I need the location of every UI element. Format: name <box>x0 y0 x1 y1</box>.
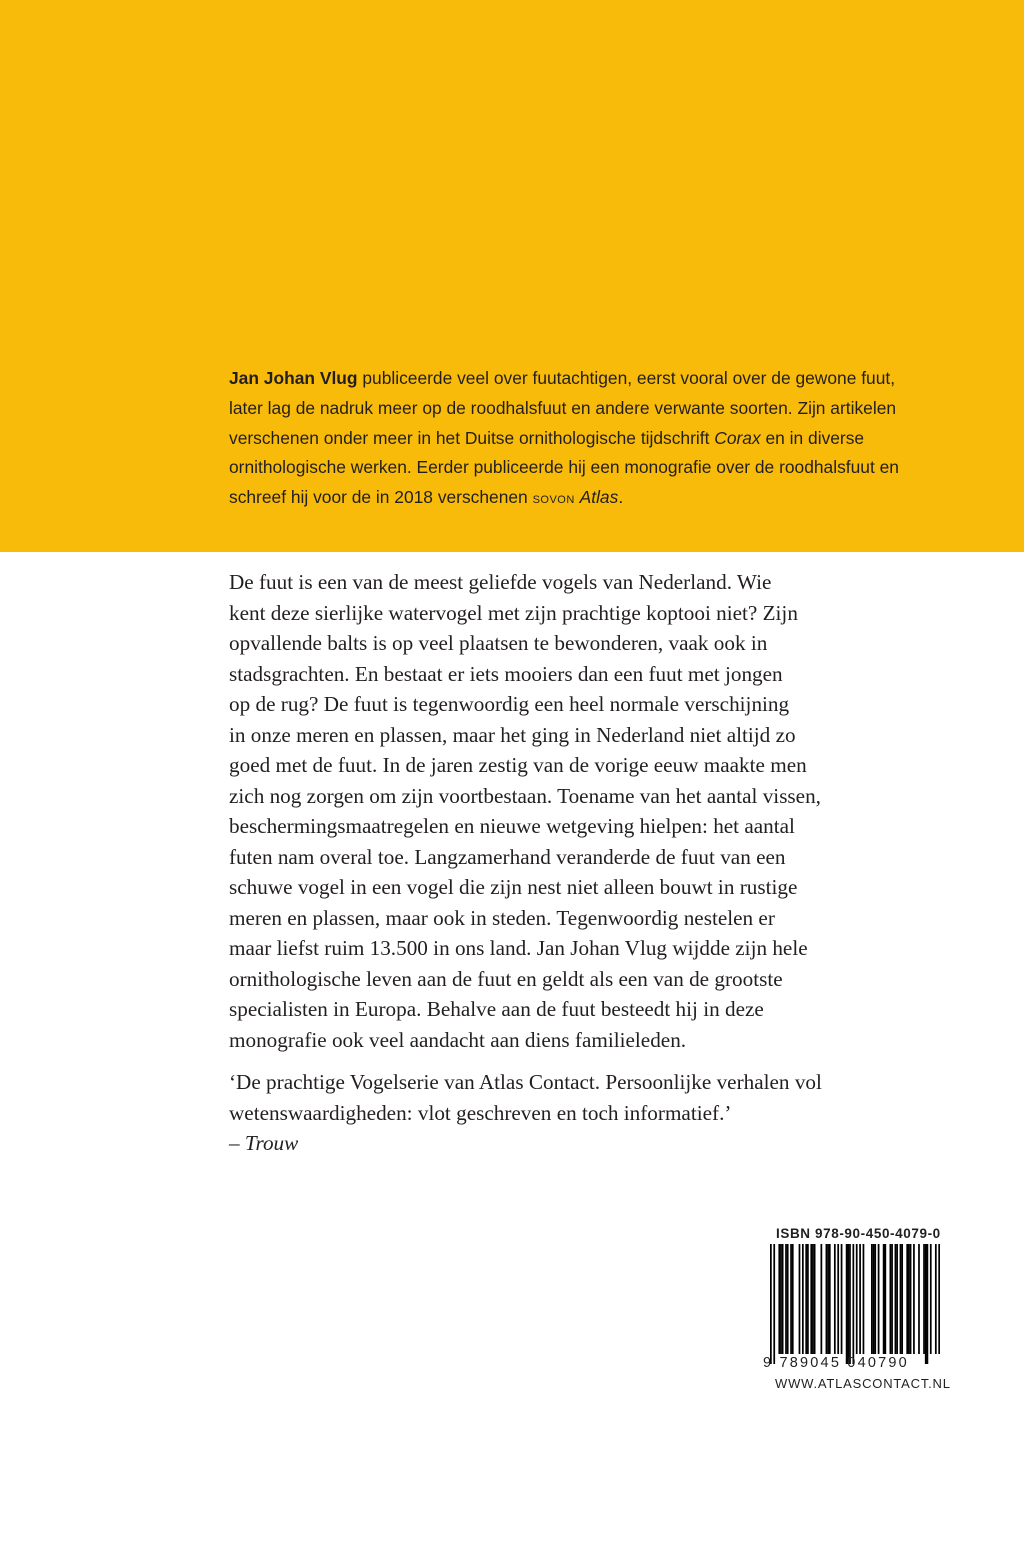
barcode-digits: 9 789045 040790 <box>763 1355 909 1371</box>
barcode-bar <box>841 1244 843 1354</box>
bio-text-1: publiceerde veel over fuutachtigen, eerst vooral over de gewone fuut, later lag de nadruk meer op de roodhalsfuut en andere verwante soorten. Zijn artikelen verschenen onder meer in het Duitse ornithologische tijdschrift <box>229 368 897 448</box>
barcode-bar <box>918 1244 920 1354</box>
author-name: Jan Johan Vlug <box>229 368 358 388</box>
quote-source: – Trouw <box>229 1131 299 1155</box>
barcode-bar <box>834 1244 836 1354</box>
barcode-bar <box>778 1244 780 1354</box>
barcode-bar <box>810 1244 812 1354</box>
barcode-bar <box>846 1244 848 1364</box>
barcode <box>770 1244 940 1364</box>
barcode-bar <box>896 1244 898 1354</box>
barcode-bar <box>863 1244 865 1354</box>
blurb-line: kent deze sierlijke watervogel met zijn prachtige koptooi niet? Zijn <box>229 600 798 625</box>
barcode-bar <box>938 1244 940 1354</box>
barcode-bar <box>906 1244 908 1354</box>
barcode-bar <box>849 1244 851 1364</box>
barcode-bar <box>799 1244 801 1354</box>
barcode-bar <box>787 1244 789 1354</box>
barcode-bar <box>820 1244 822 1354</box>
blurb-line: ornithologische leven aan de fuut en geldt als een van de grootste <box>229 966 783 991</box>
review-quote <box>229 1067 949 1159</box>
blurb-line: beschermingsmaatregelen en nieuwe wetgeving hielpen: het aantal <box>229 814 795 838</box>
barcode-bar <box>812 1244 814 1354</box>
barcode-bar <box>790 1244 792 1354</box>
barcode-bar <box>923 1244 925 1354</box>
barcode-bar <box>873 1244 875 1354</box>
barcode-bar <box>837 1244 839 1354</box>
barcode-bar <box>913 1244 915 1354</box>
barcode-bar <box>884 1244 886 1354</box>
bio-period: . <box>618 487 624 508</box>
barcode-bar <box>814 1244 816 1354</box>
blurb-line: futen nam overal toe. Langzamerhand veranderde de fuut van een <box>229 844 786 869</box>
publisher-website: WWW.ATLASCONTACT.NL <box>775 1376 951 1391</box>
blurb-line: opvallende balts is op veel plaatsen te bewonderen, vaak ook in <box>229 631 768 655</box>
barcode-bar <box>874 1244 876 1354</box>
blurb-line: monografie ook veel aandacht aan diens familieleden. <box>229 1027 687 1052</box>
blurb-line: De fuut is een van de meest geliefde vogels van Nederland. Wie <box>229 570 772 594</box>
barcode-bar <box>908 1244 910 1354</box>
book-blurb <box>229 567 929 1055</box>
barcode-bar <box>910 1244 912 1354</box>
barcode-bar <box>847 1244 849 1364</box>
blurb-line: zich nog zorgen om zijn voortbestaan. Toename van het aantal vissen, <box>229 783 821 808</box>
barcode-bar <box>859 1244 861 1354</box>
blurb-line: maar liefst ruim 13.500 in ons land. Jan Johan Vlug wijdde zijn hele <box>229 936 808 960</box>
barcode-bar <box>891 1244 893 1354</box>
barcode-bar <box>927 1244 929 1364</box>
org-name: sovon <box>532 490 575 508</box>
quote-line-2: wetenswaardigheden: vlot geschreven en toch informatief.’ <box>229 1100 732 1125</box>
barcode-bar <box>871 1244 873 1354</box>
blurb-line: stadsgrachten. En bestaat er iets mooiers dan een fuut met jongen <box>229 661 783 686</box>
author-bio <box>229 364 929 514</box>
barcode-bar <box>826 1244 828 1354</box>
barcode-bar <box>805 1244 807 1354</box>
barcode-bar <box>802 1244 804 1354</box>
journal-name: Corax <box>714 427 761 448</box>
barcode-bar <box>792 1244 794 1354</box>
barcode-bar <box>827 1244 829 1354</box>
blurb-line: schuwe vogel in een vogel die zijn nest niet alleen bouwt in rustige <box>229 875 798 899</box>
barcode-bar <box>785 1244 787 1354</box>
barcode-bar <box>925 1244 927 1364</box>
blurb-line: goed met de fuut. In de jaren zestig van de vorige eeuw maakte men <box>229 753 807 777</box>
bio-text-2: en in diverse ornithologische werken. Eerder publiceerde hij een monografie over de roodhalsfuut en schreef hij voor de in 2018 verschenen <box>229 427 899 508</box>
barcode-bar <box>900 1244 902 1354</box>
barcode-bar <box>782 1244 784 1354</box>
barcode-bar <box>856 1244 858 1354</box>
barcode-bar <box>883 1244 885 1354</box>
quote-line-1: ‘De prachtige Vogelserie van Atlas Contact. Persoonlijke verhalen vol <box>229 1070 822 1094</box>
barcode-bar <box>890 1244 892 1354</box>
blurb-line: op de rug? De fuut is tegenwoordig een heel normale verschijning <box>229 692 790 716</box>
atlas-title: Atlas <box>579 487 619 508</box>
barcode-bar <box>773 1244 775 1364</box>
barcode-bar <box>829 1244 831 1354</box>
barcode-bar <box>807 1244 809 1354</box>
barcode-bar <box>770 1244 772 1364</box>
barcode-bar <box>895 1244 897 1354</box>
barcode-bar <box>852 1244 854 1364</box>
barcode-bar <box>901 1244 903 1354</box>
barcode-bar <box>878 1244 880 1354</box>
blurb-line: in onze meren en plassen, maar het ging in Nederland niet altijd zo <box>229 722 796 747</box>
blurb-line: specialisten in Europa. Behalve aan de fuut besteedt hij in deze <box>229 997 764 1021</box>
barcode-bar <box>935 1244 937 1354</box>
barcode-bar <box>780 1244 782 1354</box>
blurb-line: meren en plassen, maar ook in steden. Tegenwoordig nestelen er <box>229 905 775 930</box>
barcode-bar <box>930 1244 932 1354</box>
isbn-label: ISBN 978-90-450-4079-0 <box>776 1226 941 1241</box>
